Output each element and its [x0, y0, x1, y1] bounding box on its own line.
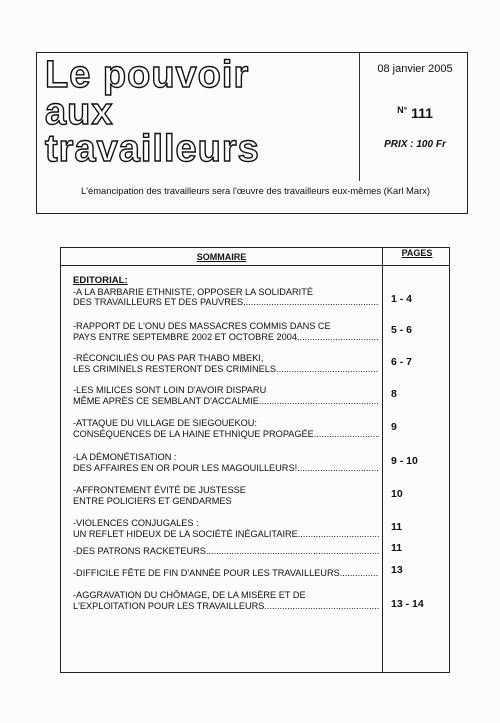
issue-price: PRIX : 100 Fr: [384, 139, 446, 150]
toc-entry-line2: UN REFLET HIDEUX DE LA SOCIÉTÉ INÉGALITAIRE: [73, 528, 298, 539]
table-of-contents: [60, 247, 450, 673]
toc-entry-line1: -AGGRAVATION DU CHÔMAGE, DE LA MISÈRE ET DE: [73, 590, 306, 600]
toc-entry-line2: L'EXPLOITATION POUR LES TRAVAILLEURS: [73, 600, 265, 611]
toc-entry-pages: 1 - 4: [391, 293, 413, 305]
editorial-label: EDITORIAL:: [73, 276, 128, 286]
issue-number-value: 111: [411, 105, 433, 121]
toc-entry: [73, 321, 379, 342]
toc-entry: [73, 276, 379, 308]
toc-entry-pages: 9: [391, 421, 397, 433]
toc-entry-line2: DES AFFAIRES EN OR POUR LES MAGOUILLEURS!: [73, 462, 298, 473]
issue-number-prefix: N°: [397, 105, 408, 115]
toc-entry-line1: -DIFFICILE FÊTE DE FIN D'ANNÉE POUR LES TRAVAILLEURS: [73, 568, 340, 578]
title-line-1: Le pouvoir: [45, 54, 250, 96]
toc-entry-line2: LES CRIMINELS RESTERONT DES CRIMINELS: [73, 363, 277, 374]
toc-entry-pages: 11: [391, 542, 403, 554]
toc-entry-line2: CONSÉQUENCES DE LA HAINE ETHNIQUE PROPAGÉE: [73, 428, 314, 439]
toc-entry-line2: DES TRAVAILLEURS ET DES PAUVRES: [73, 297, 244, 307]
toc-entry-pages: 9 - 10: [391, 455, 418, 467]
toc-entry-line1: -AFFRONTEMENT ÉVITÉ DE JUSTESSE: [73, 485, 246, 495]
toc-entry: [73, 485, 379, 506]
toc-entry: [73, 385, 379, 406]
toc-entry-pages: 10: [391, 488, 403, 500]
sommaire-heading: SOMMAIRE: [196, 252, 247, 262]
toc-entry-line2: MÊME APRÈS CE SEMBLANT D'ACCALMIE: [73, 395, 259, 406]
header-rule: [61, 265, 449, 266]
toc-entry-line1: -VIOLENCES CONJUGALES :: [73, 518, 199, 528]
toc-entry: [73, 590, 379, 611]
toc-entry-pages: 13: [391, 564, 403, 576]
title-line-2: aux: [45, 91, 114, 133]
masthead-divider: [359, 53, 360, 181]
column-divider: [382, 248, 383, 672]
toc-entry-line1: -A LA BARBARIE ETHNISTE, OPPOSER LA SOLIDARITÉ: [73, 286, 313, 297]
toc-entry-pages: 13 - 14: [391, 598, 424, 610]
toc-entry-pages: 8: [391, 388, 397, 400]
toc-entry: [73, 568, 379, 579]
toc-entry: [73, 546, 379, 557]
newspaper-title: [45, 54, 260, 170]
toc-entry: [73, 518, 379, 539]
toc-entry-line1: -ATTAQUE DU VILLAGE DE SIEGOUEKOU:: [73, 418, 257, 428]
toc-entry-pages: 6 - 7: [391, 356, 413, 368]
toc-entry: [73, 418, 379, 439]
toc-entry-line1: -RAPPORT DE L'ONU DES MASSACRES COMMIS DANS CE: [73, 321, 331, 331]
toc-entry: [73, 353, 379, 374]
toc-entry-line2: ENTRE POLICIERS ET GENDARMES: [73, 495, 232, 506]
toc-entry-pages: 11: [391, 521, 403, 533]
toc-entry-line2: PAYS ENTRE SEPTEMBRE 2002 ET OCTOBRE 2004: [73, 331, 297, 342]
toc-entry-line1: -LA DÉMONÉTISATION :: [73, 452, 177, 462]
toc-entry: [73, 452, 379, 473]
issue-number: [365, 105, 465, 121]
masthead: [36, 52, 468, 214]
issue-date: 08 janvier 2005: [377, 63, 453, 75]
pages-heading: PAGES: [401, 248, 433, 258]
toc-entry-line1: -DES PATRONS RACKETEURS: [73, 546, 206, 556]
motto: L'émancipation des travailleurs sera l'œuvre des travailleurs eux-mêmes (Karl Marx): [81, 185, 431, 196]
toc-entry-line1: -RÉCONCILIÉS OU PAS PAR THABO MBEKI,: [73, 353, 264, 363]
title-line-3: travailleurs: [45, 128, 260, 170]
toc-entry-line1: -LES MILICES SONT LOIN D'AVOIR DISPARU: [73, 385, 267, 395]
toc-entry-pages: 5 - 6: [391, 324, 413, 336]
